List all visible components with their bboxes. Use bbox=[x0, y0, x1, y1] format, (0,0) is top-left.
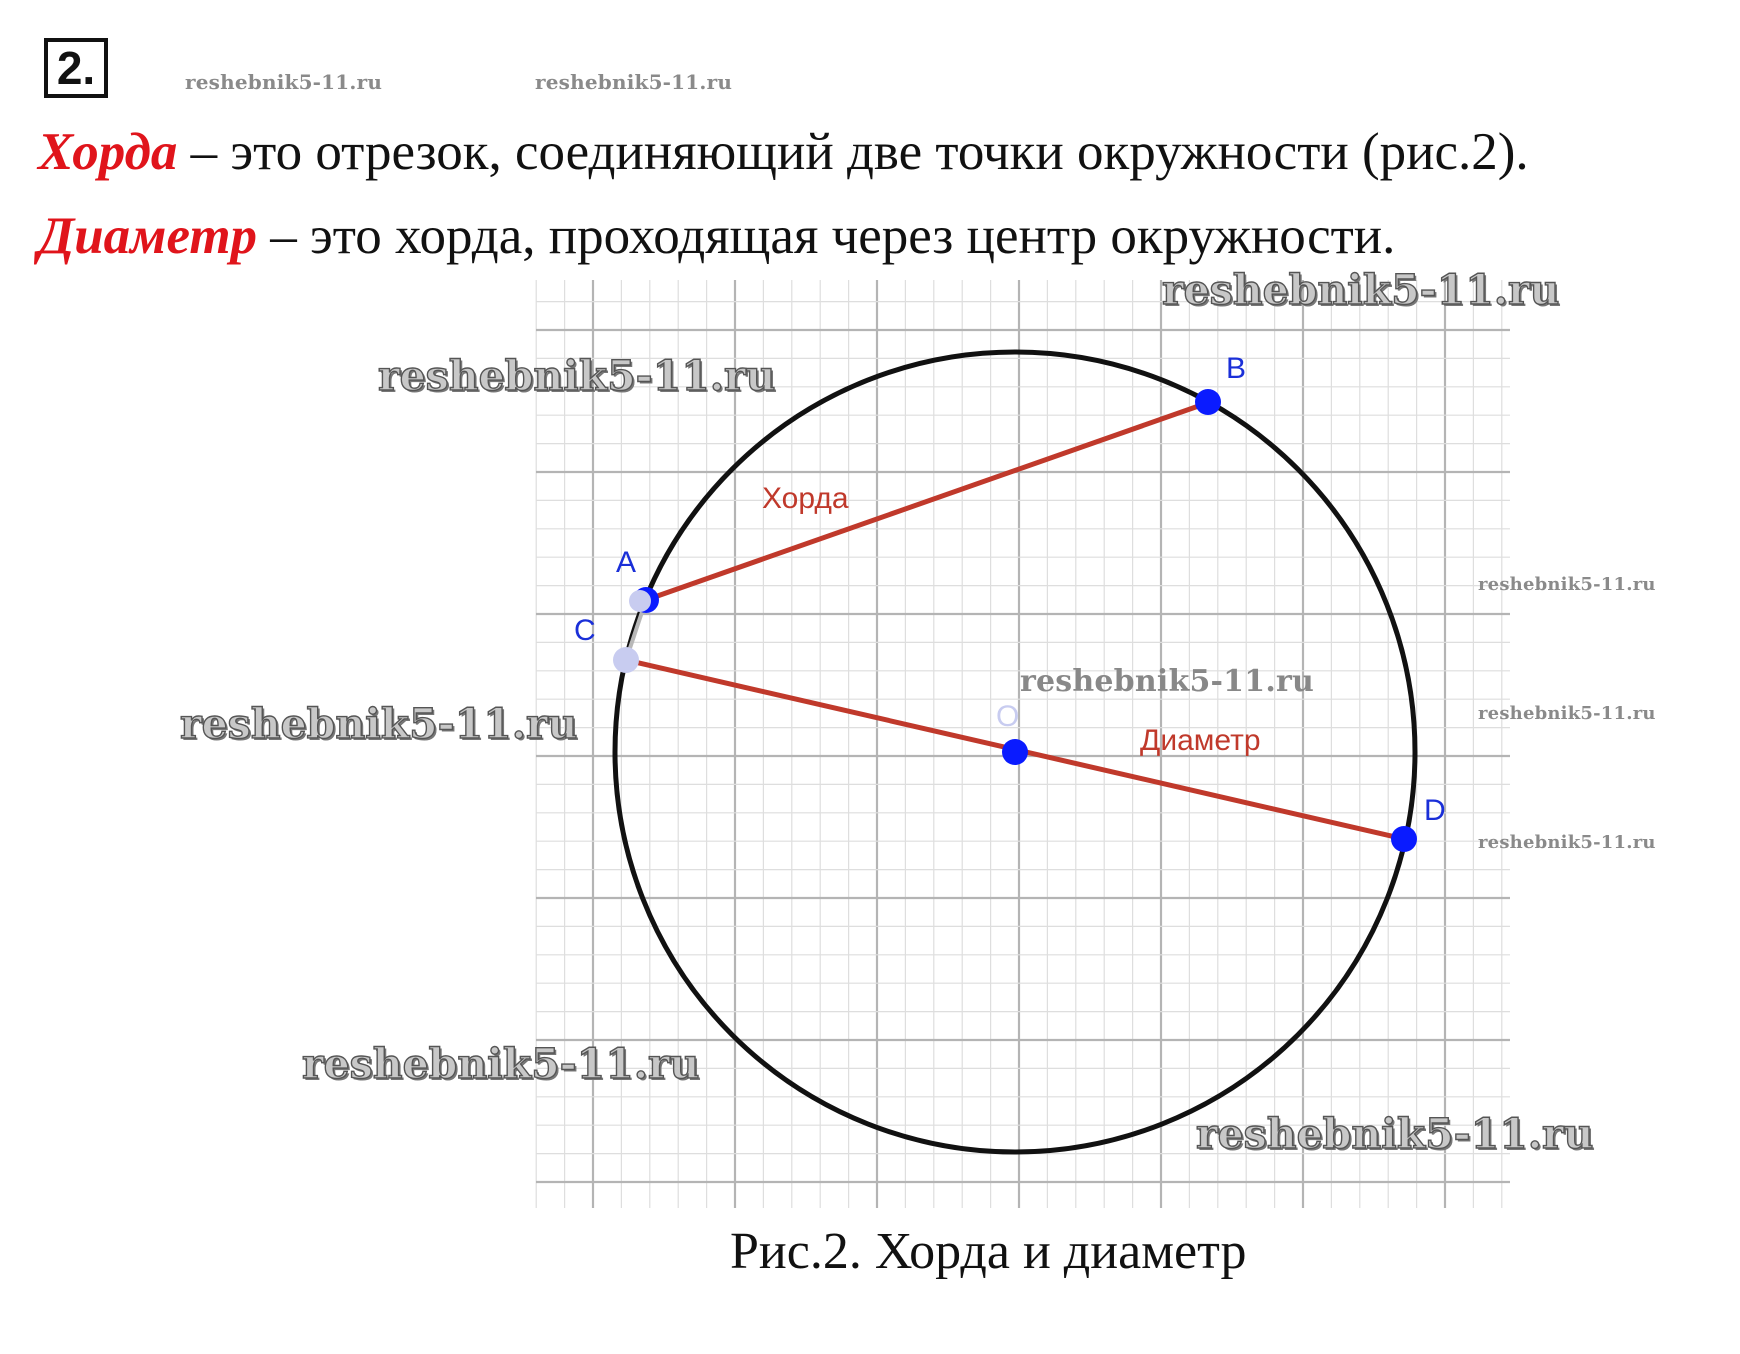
watermark: reshebnik5-11.ru bbox=[1020, 664, 1314, 699]
term-diameter: Диаметр bbox=[38, 207, 258, 265]
label-c: C bbox=[574, 614, 596, 647]
term-chord: Хорда bbox=[38, 123, 178, 181]
definition-diameter-text: – это хорда, проходящая через центр окружности. bbox=[257, 207, 1396, 265]
point-o bbox=[1002, 739, 1028, 765]
task-number: 2. bbox=[44, 38, 108, 98]
label-d: D bbox=[1424, 794, 1446, 827]
point-d bbox=[1391, 826, 1417, 852]
watermark: reshebnik5-11.ru bbox=[378, 352, 776, 400]
watermark: reshebnik5-11.ru bbox=[535, 70, 733, 94]
watermark: reshebnik5-11.ru bbox=[1478, 703, 1656, 724]
label-o: O bbox=[996, 700, 1020, 733]
watermark: reshebnik5-11.ru bbox=[1196, 1110, 1594, 1158]
watermark: reshebnik5-11.ru bbox=[1162, 266, 1560, 314]
watermark: reshebnik5-11.ru bbox=[185, 70, 383, 94]
watermark: reshebnik5-11.ru bbox=[1478, 574, 1656, 595]
point-b bbox=[1195, 389, 1221, 415]
label-chord: Хорда bbox=[762, 482, 849, 515]
label-b: B bbox=[1226, 352, 1247, 385]
point-a-ghost bbox=[629, 590, 651, 612]
figure-caption: Рис.2. Хорда и диаметр bbox=[730, 1223, 1247, 1280]
label-a: A bbox=[616, 546, 637, 579]
watermark: reshebnik5-11.ru bbox=[180, 700, 578, 748]
definition-chord-text: – это отрезок, соединяющий две точки окружности (рис.2). bbox=[177, 123, 1529, 181]
label-diameter: Диаметр bbox=[1140, 724, 1261, 757]
point-c bbox=[613, 647, 639, 673]
watermark: reshebnik5-11.ru bbox=[1478, 832, 1656, 853]
watermark: reshebnik5-11.ru bbox=[302, 1040, 700, 1088]
